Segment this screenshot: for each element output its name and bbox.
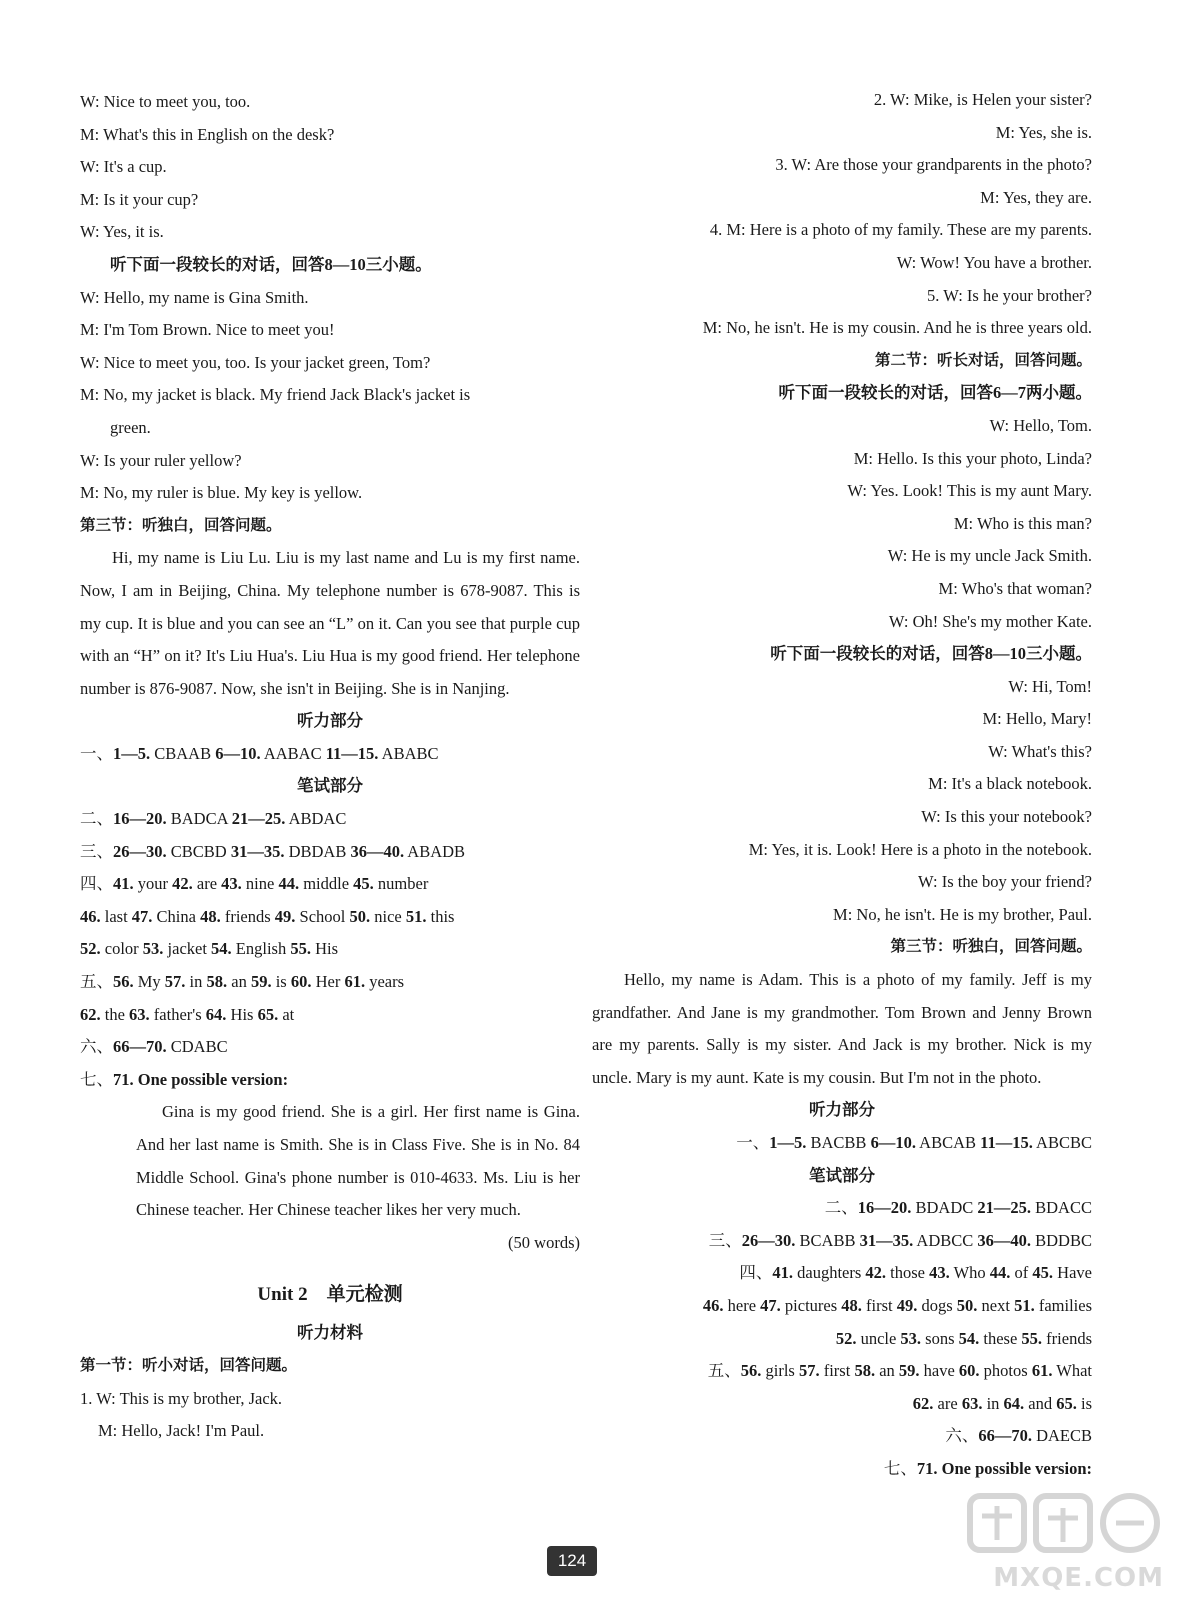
answer-line-6: 六、66—70. CDABC [80, 1037, 228, 1057]
answer-line-5b: 62. the 63. father's 64. His 65. at [80, 1004, 295, 1024]
answer-line-3: 三、26—30. CBCBD 31—35. DBDAB 36—40. ABADB [80, 841, 466, 861]
section-3-title: 第三节：听独白，回答问题。 [80, 516, 282, 534]
answer-line-7: 七、71. One possible version: [883, 1458, 1092, 1478]
dialog-line-cont: green. [110, 417, 151, 437]
dialog-line: W: Is the boy your friend? [918, 872, 1092, 892]
answer-line-5a: 五、56. girls 57. first 58. an 59. have 60. photos 61. What [707, 1361, 1092, 1381]
dialog-line: W: Nice to meet you, too. Is your jacket green, Tom? [80, 352, 431, 372]
essay-text: Gina is my good friend. She is a girl. Her first name is Gina. And her last name is Smith. She is in Class Five. She is in No. 84 Middle School. Gina's phone number is 010-4633. Ms. Liu is her Chinese teacher. Her Chinese teacher likes her very much. [136, 1102, 580, 1220]
section-3-title: 第三节：听独白，回答问题。 [890, 938, 1092, 956]
dialog-line: M: Hello. Is this your photo, Linda? [853, 448, 1092, 468]
instruction-6-7: 听下面一段较长的对话，回答6—7两小题。 [778, 383, 1092, 403]
dialog-line: 4. M: Here is a photo of my family. These are my parents. [709, 220, 1092, 240]
section-1-title: 第一节：听小对话，回答问题。 [80, 1356, 298, 1374]
listening-part-heading: 听力部分 [809, 1100, 875, 1120]
dialog-line: M: No, he isn't. He is my cousin. And he is three years old. [702, 318, 1092, 338]
answer-line-3: 三、26—30. BCABB 31—35. ADBCC 36—40. BDDBC [708, 1230, 1092, 1250]
dialog-line: M: No, he isn't. He is my brother, Paul. [833, 904, 1092, 924]
answer-line-5a: 五、56. My 57. in 58. an 59. is 60. Her 61. years [80, 972, 405, 992]
dialog-line: M: Yes, she is. [995, 122, 1092, 142]
dialog-line: W: Hello, my name is Gina Smith. [80, 287, 309, 307]
dialog-line: W: Is your ruler yellow? [80, 450, 242, 470]
listening-material-heading: 听力材料 [297, 1323, 363, 1343]
right-column [592, 84, 1092, 1486]
answer-line-4b: 46. here 47. pictures 48. first 49. dogs 50. next 51. families [702, 1295, 1092, 1315]
answer-line-2: 二、16—20. BDADC 21—25. BDACC [824, 1198, 1092, 1218]
dialog-line: M: Who is this man? [953, 513, 1092, 533]
unit-title: Unit 2 单元检测 [257, 1284, 403, 1306]
listening-part-heading: 听力部分 [297, 711, 363, 731]
answer-line-4a: 四、41. daughters 42. those 43. Who 44. of 45. Have [739, 1263, 1092, 1283]
dialog-line: W: It's a cup. [80, 157, 167, 177]
answer-line-4c: 52. uncle 53. sons 54. these 55. friends [835, 1328, 1092, 1348]
answer-line-4a: 四、41. your 42. are 43. nine 44. middle 45. number [80, 874, 429, 894]
dialog-line: W: He is my uncle Jack Smith. [887, 546, 1092, 566]
instruction-8-10: 听下面一段较长的对话，回答8—10三小题。 [110, 254, 432, 274]
word-count: (50 words) [508, 1232, 580, 1252]
answer-line-1: 一、1—5. CBAAB 6—10. AABAC 11—15. ABABC [80, 743, 439, 763]
watermark [964, 1488, 1164, 1596]
answer-line-2: 二、16—20. BADCA 21—25. ABDAC [80, 809, 347, 829]
monologue-text: Hi, my name is Liu Lu. Liu is my last name and Lu is my first name. Now, I am in Beijing, China. My telephone number is 678-9087. This is my cup. It is blue and you can see an “L” on it. Can you see that purple cup with an “H” on it? It's Liu Hua's. Liu Hua is my good friend. Her telephone number is 876-9087. Now, she isn't in Beijing. She is in Nanjing. [80, 548, 580, 698]
dialog-line: M: Hello, Mary! [982, 709, 1092, 729]
dialog-line: W: Hi, Tom! [1008, 676, 1092, 696]
answer-site-logo-icon [964, 1488, 1164, 1558]
answer-line-7: 七、71. One possible version: [80, 1069, 289, 1089]
answer-line-4c: 52. color 53. jacket 54. English 55. His [80, 939, 339, 959]
dialog-line: M: No, my jacket is black. My friend Jack Black's jacket is [80, 385, 471, 405]
dialog-line: W: Yes, it is. [80, 222, 164, 242]
dialog-line: M: Is it your cup? [80, 189, 199, 209]
dialog-line: M: Yes, they are. [980, 187, 1092, 207]
dialog-line: M: It's a black notebook. [928, 774, 1092, 794]
dialog-line: M: Hello, Jack! I'm Paul. [98, 1421, 265, 1441]
dialog-line: M: Who's that woman? [938, 578, 1092, 598]
dialog-line: 1. W: This is my brother, Jack. [80, 1388, 283, 1408]
answer-line-5b: 62. are 63. in 64. and 65. is [912, 1393, 1092, 1413]
dialog-line: W: What's this? [988, 741, 1092, 761]
dialog-line: 3. W: Are those your grandparents in the photo? [775, 155, 1092, 175]
instruction-8-10: 听下面一段较长的对话，回答8—10三小题。 [770, 644, 1092, 664]
dialog-line: M: What's this in English on the desk? [80, 124, 335, 144]
left-column [80, 86, 580, 1448]
monologue-text: Hello, my name is Adam. This is a photo of my family. Jeff is my grandfather. And Jane is my grandmother. Tom Brown and Jenny Brown are my parents. Sally is my sister. And Jack is my brother. Nick is my uncle. Mary is my aunt. Kate is my cousin. But I'm not in the photo. [592, 970, 1092, 1087]
dialog-line: M: No, my ruler is blue. My key is yellow. [80, 483, 363, 503]
written-part-heading: 笔试部分 [297, 776, 363, 796]
dialog-line: W: Nice to meet you, too. [80, 92, 251, 111]
dialog-line: M: Yes, it is. Look! Here is a photo in the notebook. [748, 839, 1092, 859]
page-number: 124 [547, 1546, 597, 1576]
answer-line-1: 一、1—5. BACBB 6—10. ABCAB 11—15. ABCBC [736, 1133, 1092, 1152]
dialog-line: 5. W: Is he your brother? [927, 285, 1092, 305]
written-part-heading: 笔试部分 [809, 1165, 875, 1185]
dialog-line: 2. W: Mike, is Helen your sister? [873, 90, 1092, 109]
answer-line-4b: 46. last 47. China 48. friends 49. School 50. nice 51. this [80, 906, 455, 926]
dialog-line: W: Oh! She's my mother Kate. [888, 611, 1092, 631]
dialog-line: W: Is this your notebook? [921, 807, 1092, 827]
watermark-text: MXQE.COM [993, 1563, 1164, 1593]
section-2-title: 第二节：听长对话，回答问题。 [874, 351, 1092, 369]
dialog-line: W: Wow! You have a brother. [896, 252, 1092, 272]
dialog-line: W: Yes. Look! This is my aunt Mary. [847, 481, 1092, 501]
dialog-line: W: Hello, Tom. [989, 415, 1092, 435]
answer-line-6: 六、66—70. DAECB [945, 1426, 1092, 1446]
dialog-line: M: I'm Tom Brown. Nice to meet you! [80, 320, 335, 340]
